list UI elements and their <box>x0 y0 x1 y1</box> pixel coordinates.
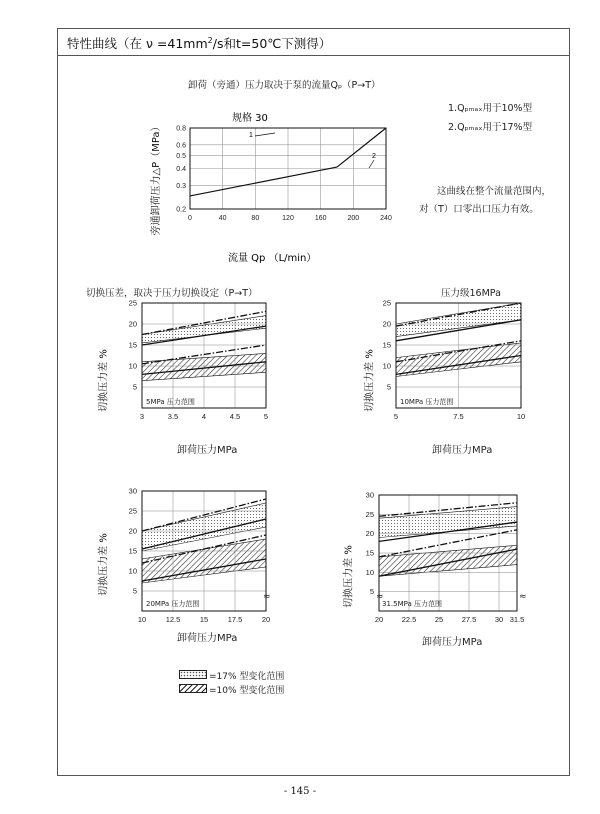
flow-chart-title: 卸荷（旁通）压力取决于泵的流量Qₚ（P→T） <box>188 80 381 91</box>
flow-x-tick: 240 <box>380 215 392 222</box>
c4-y-label: 切换压力差 % <box>343 545 355 608</box>
switch-x-tick: 4.5 <box>229 412 241 421</box>
curve-label-2: 2 <box>372 153 376 160</box>
c3-range-label: 20MPa 压力范围 <box>146 600 200 608</box>
switch-y-tick: 15 <box>365 548 374 558</box>
flow-x-tick: 80 <box>251 215 260 222</box>
switch-x-tick: 31.5 <box>509 615 525 624</box>
switch-y-tick: 20 <box>365 529 374 539</box>
c1-range-label: 5MPa 压力范围 <box>146 398 195 406</box>
flow-y-tick: 0.3 <box>176 182 186 190</box>
switch-x-tick: 27.5 <box>461 615 477 624</box>
switch-x-tick: 10 <box>137 615 147 624</box>
flow-y-tick: 0.8 <box>176 125 186 133</box>
switch-y-tick: 5 <box>132 586 137 596</box>
flow-x-tick: 120 <box>282 215 294 222</box>
switch-y-tick: 5 <box>132 382 137 392</box>
switch-y-tick: 10 <box>365 567 374 577</box>
c4-x-label: 卸荷压力MPa <box>422 637 483 648</box>
c3-break-mark: ≈ <box>263 592 271 602</box>
switch-y-tick: 10 <box>128 361 137 371</box>
legend-swatch-17 <box>179 670 207 679</box>
remark-2: 对（T）口零出口压力有效。 <box>419 204 539 215</box>
c1-y-label: 切换压力差 % <box>98 349 110 412</box>
flow-x-tick: 200 <box>347 215 360 222</box>
switch-x-tick: 25 <box>434 615 444 624</box>
c1-x-label: 卸荷压力MPa <box>177 445 238 456</box>
legend-text-10: =10% 型变化范围 <box>209 686 285 696</box>
switch-y-tick: 20 <box>128 526 137 536</box>
c4-range-label: 31.5MPa 压力范围 <box>382 600 443 608</box>
switch-x-tick: 3 <box>139 412 145 421</box>
remark-1: 这曲线在整个流量范围内， <box>437 186 552 197</box>
switch-x-tick: 22.5 <box>401 615 417 624</box>
c2-range-label: 10MPa 压力范围 <box>400 398 454 406</box>
switch-x-tick: 5 <box>263 412 269 421</box>
switch-y-tick: 20 <box>128 319 137 329</box>
section-title-right: 压力级16MPa <box>441 288 501 299</box>
switch-y-tick: 15 <box>382 340 391 350</box>
flow-chart-y-label: 旁通卸荷压力△P（MPa） <box>151 121 162 236</box>
switch-y-tick: 15 <box>128 546 137 556</box>
flow-chart-x-label: 流量 Qp （L/min） <box>228 253 317 264</box>
switch-y-tick: 25 <box>382 298 391 308</box>
c4-break-mark-left: ≈ <box>376 592 384 602</box>
switch-x-tick: 30 <box>494 615 504 624</box>
switch-y-tick: 15 <box>128 340 137 350</box>
switch-y-tick: 10 <box>382 361 391 371</box>
flow-x-tick: 0 <box>188 215 192 222</box>
header-bar <box>57 28 570 56</box>
switch-y-tick: 25 <box>128 298 137 308</box>
flow-y-tick: 0.2 <box>176 206 186 214</box>
switch-y-tick: 30 <box>365 490 374 500</box>
switch-y-tick: 30 <box>128 486 137 496</box>
c2-y-label: 切换压力差 % <box>364 349 376 412</box>
note-1: 1.Qₚₘₐₓ用于10%型 <box>448 103 533 114</box>
flow-y-tick: 0.5 <box>176 152 186 160</box>
switch-y-tick: 25 <box>365 509 374 519</box>
page-number: - 145 - <box>283 786 317 797</box>
legend-text-17: =17% 型变化范围 <box>209 672 285 682</box>
flow-x-tick: 40 <box>218 215 227 222</box>
switch-y-tick: 20 <box>382 319 391 329</box>
switch-x-tick: 3.5 <box>167 412 179 421</box>
switch-x-tick: 20 <box>261 615 271 624</box>
switch-x-tick: 4 <box>201 412 207 421</box>
flow-x-tick: 160 <box>314 215 327 222</box>
c3-y-label: 切换压力差 % <box>98 533 110 596</box>
switch-x-tick: 20 <box>374 615 384 624</box>
switch-x-tick: 15 <box>199 615 209 624</box>
page-title: 特性曲线（在 $\nu =41mm^2/s$和t=50℃下测得） <box>67 35 332 51</box>
c4-break-mark-right: ≈ <box>519 592 527 602</box>
c2-x-label: 卸荷压力MPa <box>432 445 493 456</box>
note-2: 2.Qₚₘₐₓ用于17%型 <box>448 122 533 133</box>
switch-y-tick: 5 <box>386 382 391 392</box>
switch-y-tick: 25 <box>128 506 137 516</box>
switch-y-tick: 5 <box>369 587 374 597</box>
switch-x-tick: 12.5 <box>165 615 181 624</box>
flow-y-tick: 0.6 <box>176 142 186 150</box>
c3-x-label: 卸荷压力MPa <box>177 633 238 644</box>
flow-y-tick: 0.4 <box>176 166 186 173</box>
switch-x-tick: 10 <box>516 412 526 421</box>
page-frame <box>57 28 570 776</box>
spec-label: 规格 30 <box>232 113 268 124</box>
switch-x-tick: 5 <box>393 412 399 421</box>
legend-swatch-10 <box>179 684 207 693</box>
section-title-left: 切换压差，取决于压力切换设定（P→T） <box>86 288 258 299</box>
curve-label-1: 1 <box>249 132 253 139</box>
switch-x-tick: 7.5 <box>453 412 464 421</box>
switch-x-tick: 17.5 <box>227 615 243 624</box>
switch-y-tick: 10 <box>128 566 137 576</box>
